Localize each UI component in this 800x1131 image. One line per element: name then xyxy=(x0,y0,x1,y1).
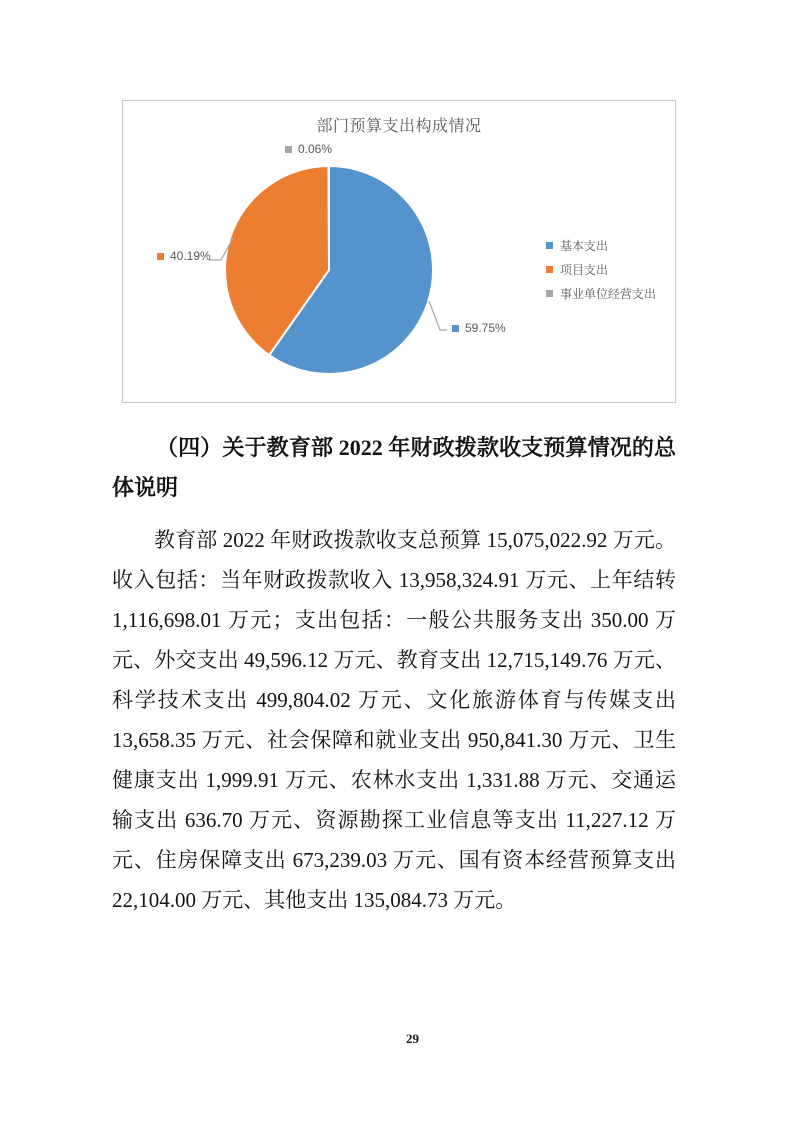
pie-chart xyxy=(122,100,676,403)
pie-label-operating xyxy=(285,142,332,156)
section-heading-line: （四）关于教育部 2022 年财政拨款收支预算情况的总 xyxy=(156,435,676,460)
pie-label-basic xyxy=(452,321,506,335)
legend-item-operating xyxy=(546,286,656,300)
legend-basic-label: 基本支出 xyxy=(560,238,609,253)
body-paragraph xyxy=(112,520,676,920)
legend-operating-label: 事业单位经营支出 xyxy=(560,286,657,301)
page-number: 29 xyxy=(406,1031,419,1046)
leader-line-basic xyxy=(429,301,447,330)
body-line: 1,116,698.01 万元；支出包括：一般公共服务支出 350.00 万 xyxy=(112,608,676,632)
legend-project-label: 项目支出 xyxy=(560,262,609,277)
pie-slices xyxy=(225,166,433,374)
legend-basic-marker-icon xyxy=(546,242,553,249)
body-line: 13,658.35 万元、社会保障和就业支出 950,841.30 万元、卫生 xyxy=(112,728,676,752)
legend-item-project xyxy=(546,262,656,276)
body-line: 收入包括：当年财政拨款收入 13,958,324.91 万元、上年结转 xyxy=(112,568,676,592)
chart-legend xyxy=(546,238,656,300)
body-line: 元、住房保障支出 673,239.03 万元、国有资本经营预算支出 xyxy=(112,848,676,872)
section-heading-line: 体说明 xyxy=(112,475,179,500)
body-line: 输支出 636.70 万元、资源勘探工业信息等支出 11,227.12 万 xyxy=(112,808,676,832)
pie-label-project-text: 40.19% xyxy=(170,249,211,263)
body-line: 元、外交支出 49,596.12 万元、教育支出 12,715,149.76 万元、 xyxy=(112,648,676,672)
body-line: 科学技术支出 499,804.02 万元、文化旅游体育与传媒支出 xyxy=(112,688,676,712)
pie-label-basic-text: 59.75% xyxy=(465,321,506,335)
legend-operating-marker-icon xyxy=(546,290,553,297)
legend-project-marker-icon xyxy=(546,266,553,273)
chart-title: 部门预算支出构成情况 xyxy=(316,118,482,135)
operating-marker-icon xyxy=(285,146,292,153)
pie-label-operating-text: 0.06% xyxy=(298,142,333,156)
body-line: 教育部 2022 年财政拨款收支总预算 15,075,022.92 万元。 xyxy=(154,528,676,552)
legend-item-basic xyxy=(546,238,656,252)
body-line: 22,104.00 万元、其他支出 135,084.73 万元。 xyxy=(112,888,517,912)
section-heading xyxy=(112,428,676,508)
pie-label-project xyxy=(157,249,211,263)
project-marker-icon xyxy=(157,253,164,260)
basic-marker-icon xyxy=(452,325,459,332)
body-line: 健康支出 1,999.91 万元、农林水支出 1,331.88 万元、交通运 xyxy=(112,768,676,792)
